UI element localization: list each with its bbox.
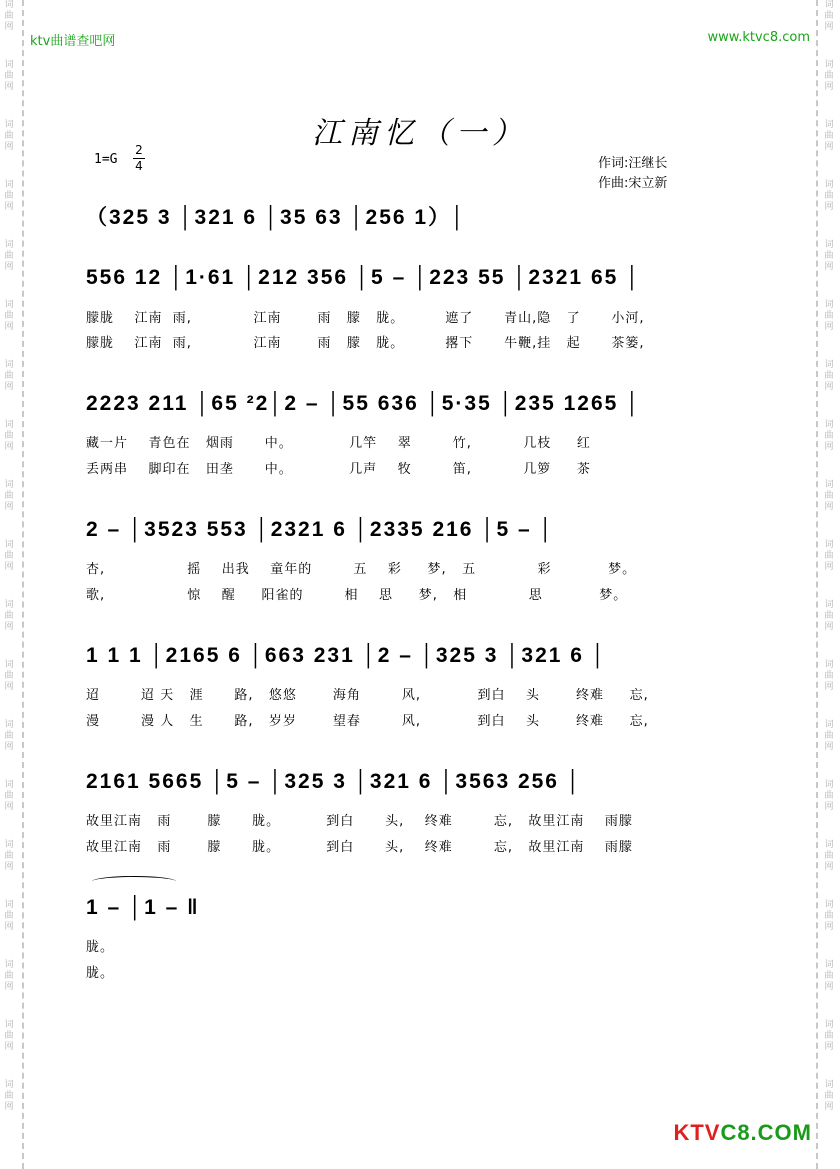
- right-dashed-border: [816, 0, 818, 1169]
- edge-stamp-text: 词 曲 网: [4, 240, 14, 272]
- logo-ktv-text: KTV: [673, 1120, 721, 1145]
- edge-stamp-text: 词 曲 网: [4, 660, 14, 692]
- notation-line: 2 – │3523 553 │2321 6 │2335 216 │5 – │: [86, 518, 555, 541]
- lyric-verse-2: 故里江南 雨 朦 胧。 到白 头, 终难 忘, 故里江南 雨朦: [86, 840, 633, 855]
- tie-arc: [92, 876, 176, 887]
- lyricist-credit: 作词:汪继长: [598, 156, 668, 171]
- site-name-left[interactable]: ktv曲谱查吧网: [30, 34, 116, 49]
- logo-c8-text: C8.COM: [720, 1120, 812, 1145]
- edge-stamp-text: 词 曲 网: [4, 600, 14, 632]
- notation-line: 1 – │1 – ‖: [86, 896, 200, 919]
- notation-line: 556 12 │1·61 │212 356 │5 – │223 55 │2321 65 │: [86, 266, 642, 289]
- ktvc8-logo[interactable]: [673, 1120, 812, 1146]
- edge-stamp-text: 词 曲 网: [4, 360, 14, 392]
- edge-stamp-text: 词 曲 网: [824, 540, 834, 572]
- lyric-verse-1: 朦胧 江南 雨, 江南 雨 朦 胧。 遮了 青山,隐 了 小河,: [86, 311, 645, 326]
- notation-line: 2223 211 │65 ²2│2 – │55 636 │5·35 │235 1265 │: [86, 392, 642, 415]
- site-url-right[interactable]: www.ktvc8.com: [707, 30, 810, 45]
- edge-stamp-text: 词 曲 网: [824, 60, 834, 92]
- key-signature: 1=G: [94, 152, 118, 167]
- edge-stamp-text: 词 曲 网: [824, 960, 834, 992]
- edge-stamp-text: 词 曲 网: [4, 900, 14, 932]
- lyric-verse-2: 歌, 惊 醒 阳雀的 相 思 梦, 相 思 梦。: [86, 588, 628, 603]
- lyric-verse-1: 迢 迢 天 涯 路, 悠悠 海角 风, 到白 头 终难 忘,: [86, 688, 649, 703]
- time-signature: [133, 143, 145, 174]
- edge-stamp-text: 词 曲 网: [4, 180, 14, 212]
- composer-credit: 作曲:宋立新: [598, 176, 668, 191]
- edge-stamp-text: 词 曲 网: [4, 720, 14, 752]
- edge-stamp-text: 词 曲 网: [824, 1080, 834, 1112]
- edge-stamp-text: 词 曲 网: [824, 180, 834, 212]
- edge-stamp-text: 词 曲 网: [824, 420, 834, 452]
- score-row-3: [86, 510, 736, 550]
- edge-stamp-text: 词 曲 网: [824, 360, 834, 392]
- edge-stamp-text: 词 曲 网: [824, 0, 834, 32]
- time-signature-top: 2: [135, 143, 143, 157]
- edge-stamp-text: 词 曲 网: [4, 420, 14, 452]
- lyric-verse-2: 朦胧 江南 雨, 江南 雨 朦 胧。 撂下 牛鞭,挂 起 茶篓,: [86, 336, 645, 351]
- edge-stamp-text: 词 曲 网: [4, 60, 14, 92]
- notation-line: 2161 5665 │5 – │325 3 │321 6 │3563 256 │: [86, 770, 582, 793]
- score-row-5: [86, 762, 736, 802]
- edge-stamp-text: 词 曲 网: [824, 720, 834, 752]
- score-row-4: [86, 636, 736, 676]
- edge-stamp-text: 词 曲 网: [4, 300, 14, 332]
- time-signature-bottom: 4: [133, 158, 145, 174]
- lyric-verse-2: 漫 漫 人 生 路, 岁岁 望春 风, 到白 头 终难 忘,: [86, 714, 649, 729]
- lyric-verse-1: 胧。: [86, 940, 115, 955]
- edge-stamp-text: 词 曲 网: [4, 120, 14, 152]
- notation-line: 1 1 1 │2165 6 │663 231 │2 – │325 3 │321 6 │: [86, 644, 607, 667]
- edge-stamp-text: 词 曲 网: [4, 0, 14, 32]
- notation-line: （325 3 │321 6 │35 63 │256 1）│: [86, 206, 467, 229]
- edge-stamp-text: 词 曲 网: [824, 600, 834, 632]
- lyric-verse-1: 藏一片 青色在 烟雨 中。 几竿 翠 竹, 几枝 红: [86, 436, 591, 451]
- lyric-verse-2: 丢两串 脚印在 田垄 中。 几声 牧 笛, 几箩 茶: [86, 462, 591, 477]
- edge-stamp-text: 词 曲 网: [4, 960, 14, 992]
- edge-stamp-text: 词 曲 网: [824, 840, 834, 872]
- score-row-intro: [86, 198, 736, 238]
- edge-stamp-text: 词 曲 网: [4, 480, 14, 512]
- edge-stamp-text: 词 曲 网: [4, 1080, 14, 1112]
- score-row-6: [86, 888, 736, 928]
- edge-stamp-text: 词 曲 网: [824, 240, 834, 272]
- lyric-verse-1: 杏, 摇 出我 童年的 五 彩 梦, 五 彩 梦。: [86, 562, 637, 577]
- edge-stamp-text: 词 曲 网: [4, 540, 14, 572]
- edge-stamp-text: 词 曲 网: [824, 660, 834, 692]
- edge-stamp-text: 词 曲 网: [824, 480, 834, 512]
- edge-stamp-text: 词 曲 网: [824, 1020, 834, 1052]
- song-title: 江南忆（一）: [312, 116, 528, 151]
- left-dashed-border: [22, 0, 24, 1169]
- score-row-1: [86, 258, 736, 298]
- lyric-verse-2: 胧。: [86, 966, 115, 981]
- lyric-verse-1: 故里江南 雨 朦 胧。 到白 头, 终难 忘, 故里江南 雨朦: [86, 814, 633, 829]
- edge-stamp-text: 词 曲 网: [824, 900, 834, 932]
- edge-stamp-text: 词 曲 网: [4, 780, 14, 812]
- edge-stamp-text: 词 曲 网: [824, 120, 834, 152]
- score-row-2: [86, 384, 736, 424]
- edge-stamp-text: 词 曲 网: [4, 1020, 14, 1052]
- edge-stamp-text: 词 曲 网: [4, 840, 14, 872]
- edge-stamp-text: 词 曲 网: [824, 780, 834, 812]
- edge-stamp-text: 词 曲 网: [824, 300, 834, 332]
